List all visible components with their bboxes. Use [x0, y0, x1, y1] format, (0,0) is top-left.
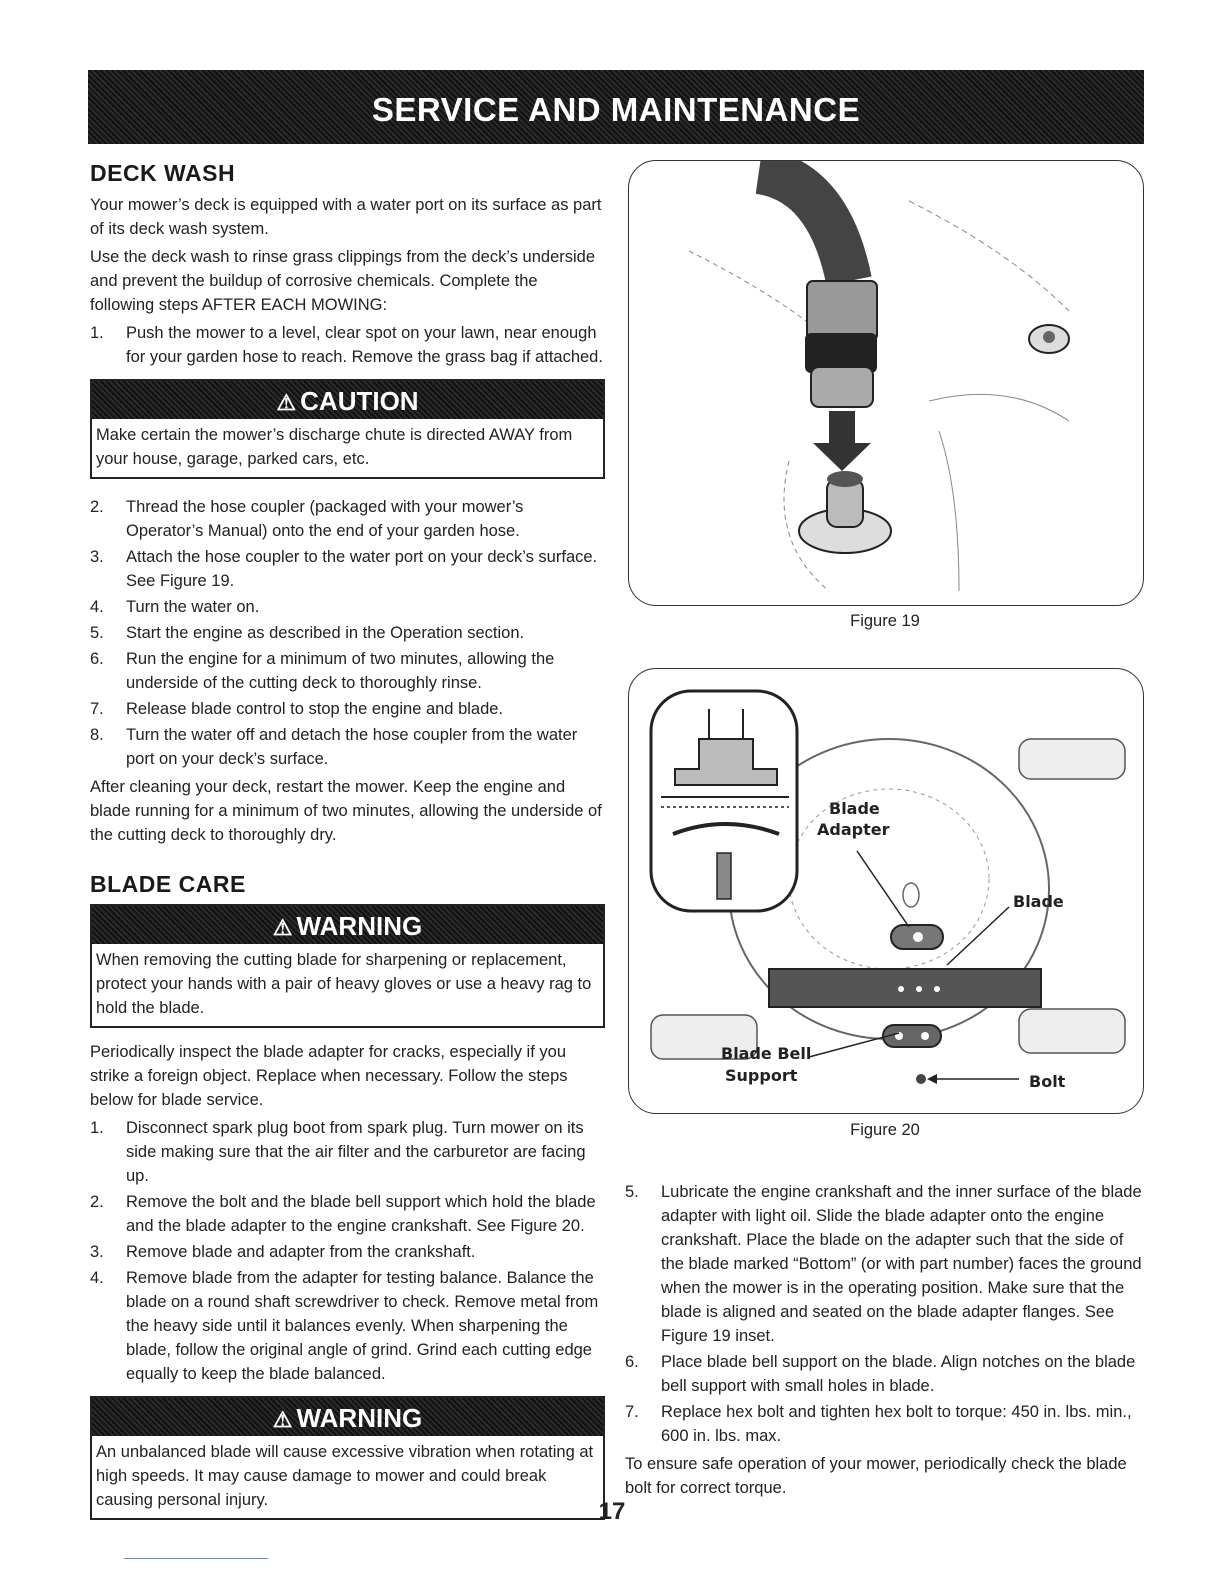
label-blade-adapter-2: Adapter: [817, 820, 890, 839]
list-item: [625, 1350, 1145, 1398]
caution-text: Make certain the mower’s discharge chute is directed AWAY from your house, garage, parked cars, etc.: [96, 426, 573, 468]
caution-label: CAUTION: [300, 386, 419, 416]
step-text: Start the engine as described in the Operation section.: [126, 624, 525, 642]
step-number: 6.: [90, 650, 104, 668]
warning-triangle-icon: ⚠: [272, 915, 293, 940]
step-text: Run the engine for a minimum of two minutes, allowing the underside of the cutting deck to thoroughly rinse.: [126, 650, 555, 692]
list-item: [90, 621, 605, 645]
list-item: [90, 1266, 605, 1386]
deck-wash-heading: DECK WASH: [90, 160, 236, 186]
step-text: Lubricate the engine crankshaft and the inner surface of the blade adapter with light oil. Slide the blade adapter onto the engine crankshaft. Place the blade on the adapter such that the side of the blade marked “Bottom” (or with part number) faces the ground when the mower is in the operating position. Make sure that the blade is aligned and seated on the blade adapter flanges. See Figure 19 inset.: [661, 1183, 1142, 1345]
step-text: Turn the water on.: [126, 598, 260, 616]
step-number: 1.: [90, 324, 104, 342]
list-item: [90, 647, 605, 695]
step-text: Thread the hose coupler (packaged with your mower’s Operator’s Manual) onto the end of your garden hose.: [126, 498, 524, 540]
hose-coupler-illustration: [629, 161, 1143, 605]
deck-wash-intro-2: Use the deck wash to rinse grass clippings from the deck’s underside and prevent the buildup of corrosive chemicals. Complete the following steps AFTER EACH MOWING:: [90, 248, 596, 314]
step-text: Disconnect spark plug boot from spark plug. Turn mower on its side making sure that the air filter and the carburetor are facing up.: [126, 1119, 586, 1185]
list-item: [90, 595, 605, 619]
label-blade: Blade: [1013, 892, 1064, 911]
blade-care-steps: [90, 1116, 605, 1386]
list-item: [90, 1116, 605, 1188]
label-bolt: Bolt: [1029, 1072, 1066, 1091]
deck-wash-step-1-list: [90, 321, 605, 369]
figure-19-caption: Figure 19: [850, 612, 920, 630]
list-item: [90, 723, 605, 771]
caution-box: [90, 379, 605, 479]
deck-wash-intro-1: Your mower’s deck is equipped with a water port on its surface as part of its deck wash system.: [90, 196, 602, 238]
step-text: Release blade control to stop the engine and blade.: [126, 700, 504, 718]
step-number: 5.: [625, 1183, 639, 1201]
warning-text-2: An unbalanced blade will cause excessive vibration when rotating at high speeds. It may cause damage to mower and could break causing personal injury.: [96, 1443, 594, 1509]
list-item: [625, 1180, 1145, 1348]
blade-care-heading: BLADE CARE: [90, 871, 246, 897]
list-item: [90, 495, 605, 543]
step-text: Attach the hose coupler to the water port on your deck’s surface. See Figure 19.: [126, 548, 598, 590]
list-item: [90, 545, 605, 593]
step-number: 7.: [90, 700, 104, 718]
step-number: 6.: [625, 1353, 639, 1371]
blade-care-intro: Periodically inspect the blade adapter for cracks, especially if you strike a foreign object. Replace when necessary. Follow the steps below for blade service.: [90, 1043, 568, 1109]
step-number: 8.: [90, 726, 104, 744]
warning-label: WARNING: [296, 1403, 423, 1433]
blade-assembly-illustration: [629, 669, 1143, 1113]
step-text: Turn the water off and detach the hose coupler from the water port on your deck’s surface.: [126, 726, 578, 768]
step-number: 5.: [90, 624, 104, 642]
step-number: 2.: [90, 1193, 104, 1211]
deck-wash-outro: After cleaning your deck, restart the mower. Keep the engine and blade running for a minimum of two minutes, allowing the underside of the cutting deck to thoroughly dry.: [90, 778, 602, 844]
label-blade-bell-1: Blade Bell: [721, 1044, 812, 1063]
warning-triangle-icon: ⚠: [276, 390, 297, 415]
warning-triangle-icon: ⚠: [272, 1407, 293, 1432]
page-number: 17: [598, 1498, 626, 1525]
warning-label: WARNING: [296, 911, 423, 941]
step-number: 7.: [625, 1403, 639, 1421]
step-text: Remove blade and adapter from the crankshaft.: [126, 1243, 476, 1261]
left-column: [90, 160, 605, 1532]
warning-header-2: [92, 1398, 603, 1436]
label-blade-adapter-1: Blade: [829, 799, 880, 818]
list-item: [90, 697, 605, 721]
figure-19: [628, 160, 1144, 606]
step-number: 3.: [90, 548, 104, 566]
figure-20: [628, 668, 1144, 1114]
list-item: [90, 1190, 605, 1238]
warning-header-1: [92, 906, 603, 944]
step-number: 3.: [90, 1243, 104, 1261]
step-number: 4.: [90, 1269, 104, 1287]
blade-care-steps-continued: [625, 1180, 1145, 1448]
step-number: 4.: [90, 598, 104, 616]
figure-20-caption: Figure 20: [850, 1121, 920, 1139]
step-text: Replace hex bolt and tighten hex bolt to torque: 450 in. lbs. min., 600 in. lbs. max.: [661, 1403, 1132, 1445]
list-item: [625, 1400, 1145, 1448]
warning-box-1: [90, 904, 605, 1028]
list-item: [90, 321, 605, 369]
right-column: [625, 1180, 1145, 1504]
deck-wash-steps: [90, 495, 605, 771]
step-number: 2.: [90, 498, 104, 516]
step-text: Remove blade from the adapter for testing balance. Balance the blade on a round shaft screwdriver to check. Remove metal from the heavy side until it balances evenly. When sharpening the blade, follow the original angle of grind. Grind each cutting edge equally to keep the blade balanced.: [126, 1269, 599, 1383]
label-blade-bell-2: Support: [725, 1066, 798, 1085]
step-text: Place blade bell support on the blade. Align notches on the blade bell support with small holes in blade.: [661, 1353, 1136, 1395]
caution-header: [92, 381, 603, 419]
blade-care-outro: To ensure safe operation of your mower, periodically check the blade bolt for correct torque.: [625, 1455, 1127, 1497]
list-item: [90, 1240, 605, 1264]
step-number: 1.: [90, 1119, 104, 1137]
footer-divider: [124, 1558, 268, 1559]
step-text: Remove the bolt and the blade bell support which hold the blade and the blade adapter to the engine crankshaft. See Figure 20.: [126, 1193, 596, 1235]
warning-text-1: When removing the cutting blade for sharpening or replacement, protect your hands with a pair of heavy gloves or use a heavy rag to hold the blade.: [96, 951, 592, 1017]
step-text: Push the mower to a level, clear spot on your lawn, near enough for your garden hose to reach. Remove the grass bag if attached.: [126, 324, 603, 366]
section-banner: SERVICE AND MAINTENANCE: [88, 70, 1144, 144]
